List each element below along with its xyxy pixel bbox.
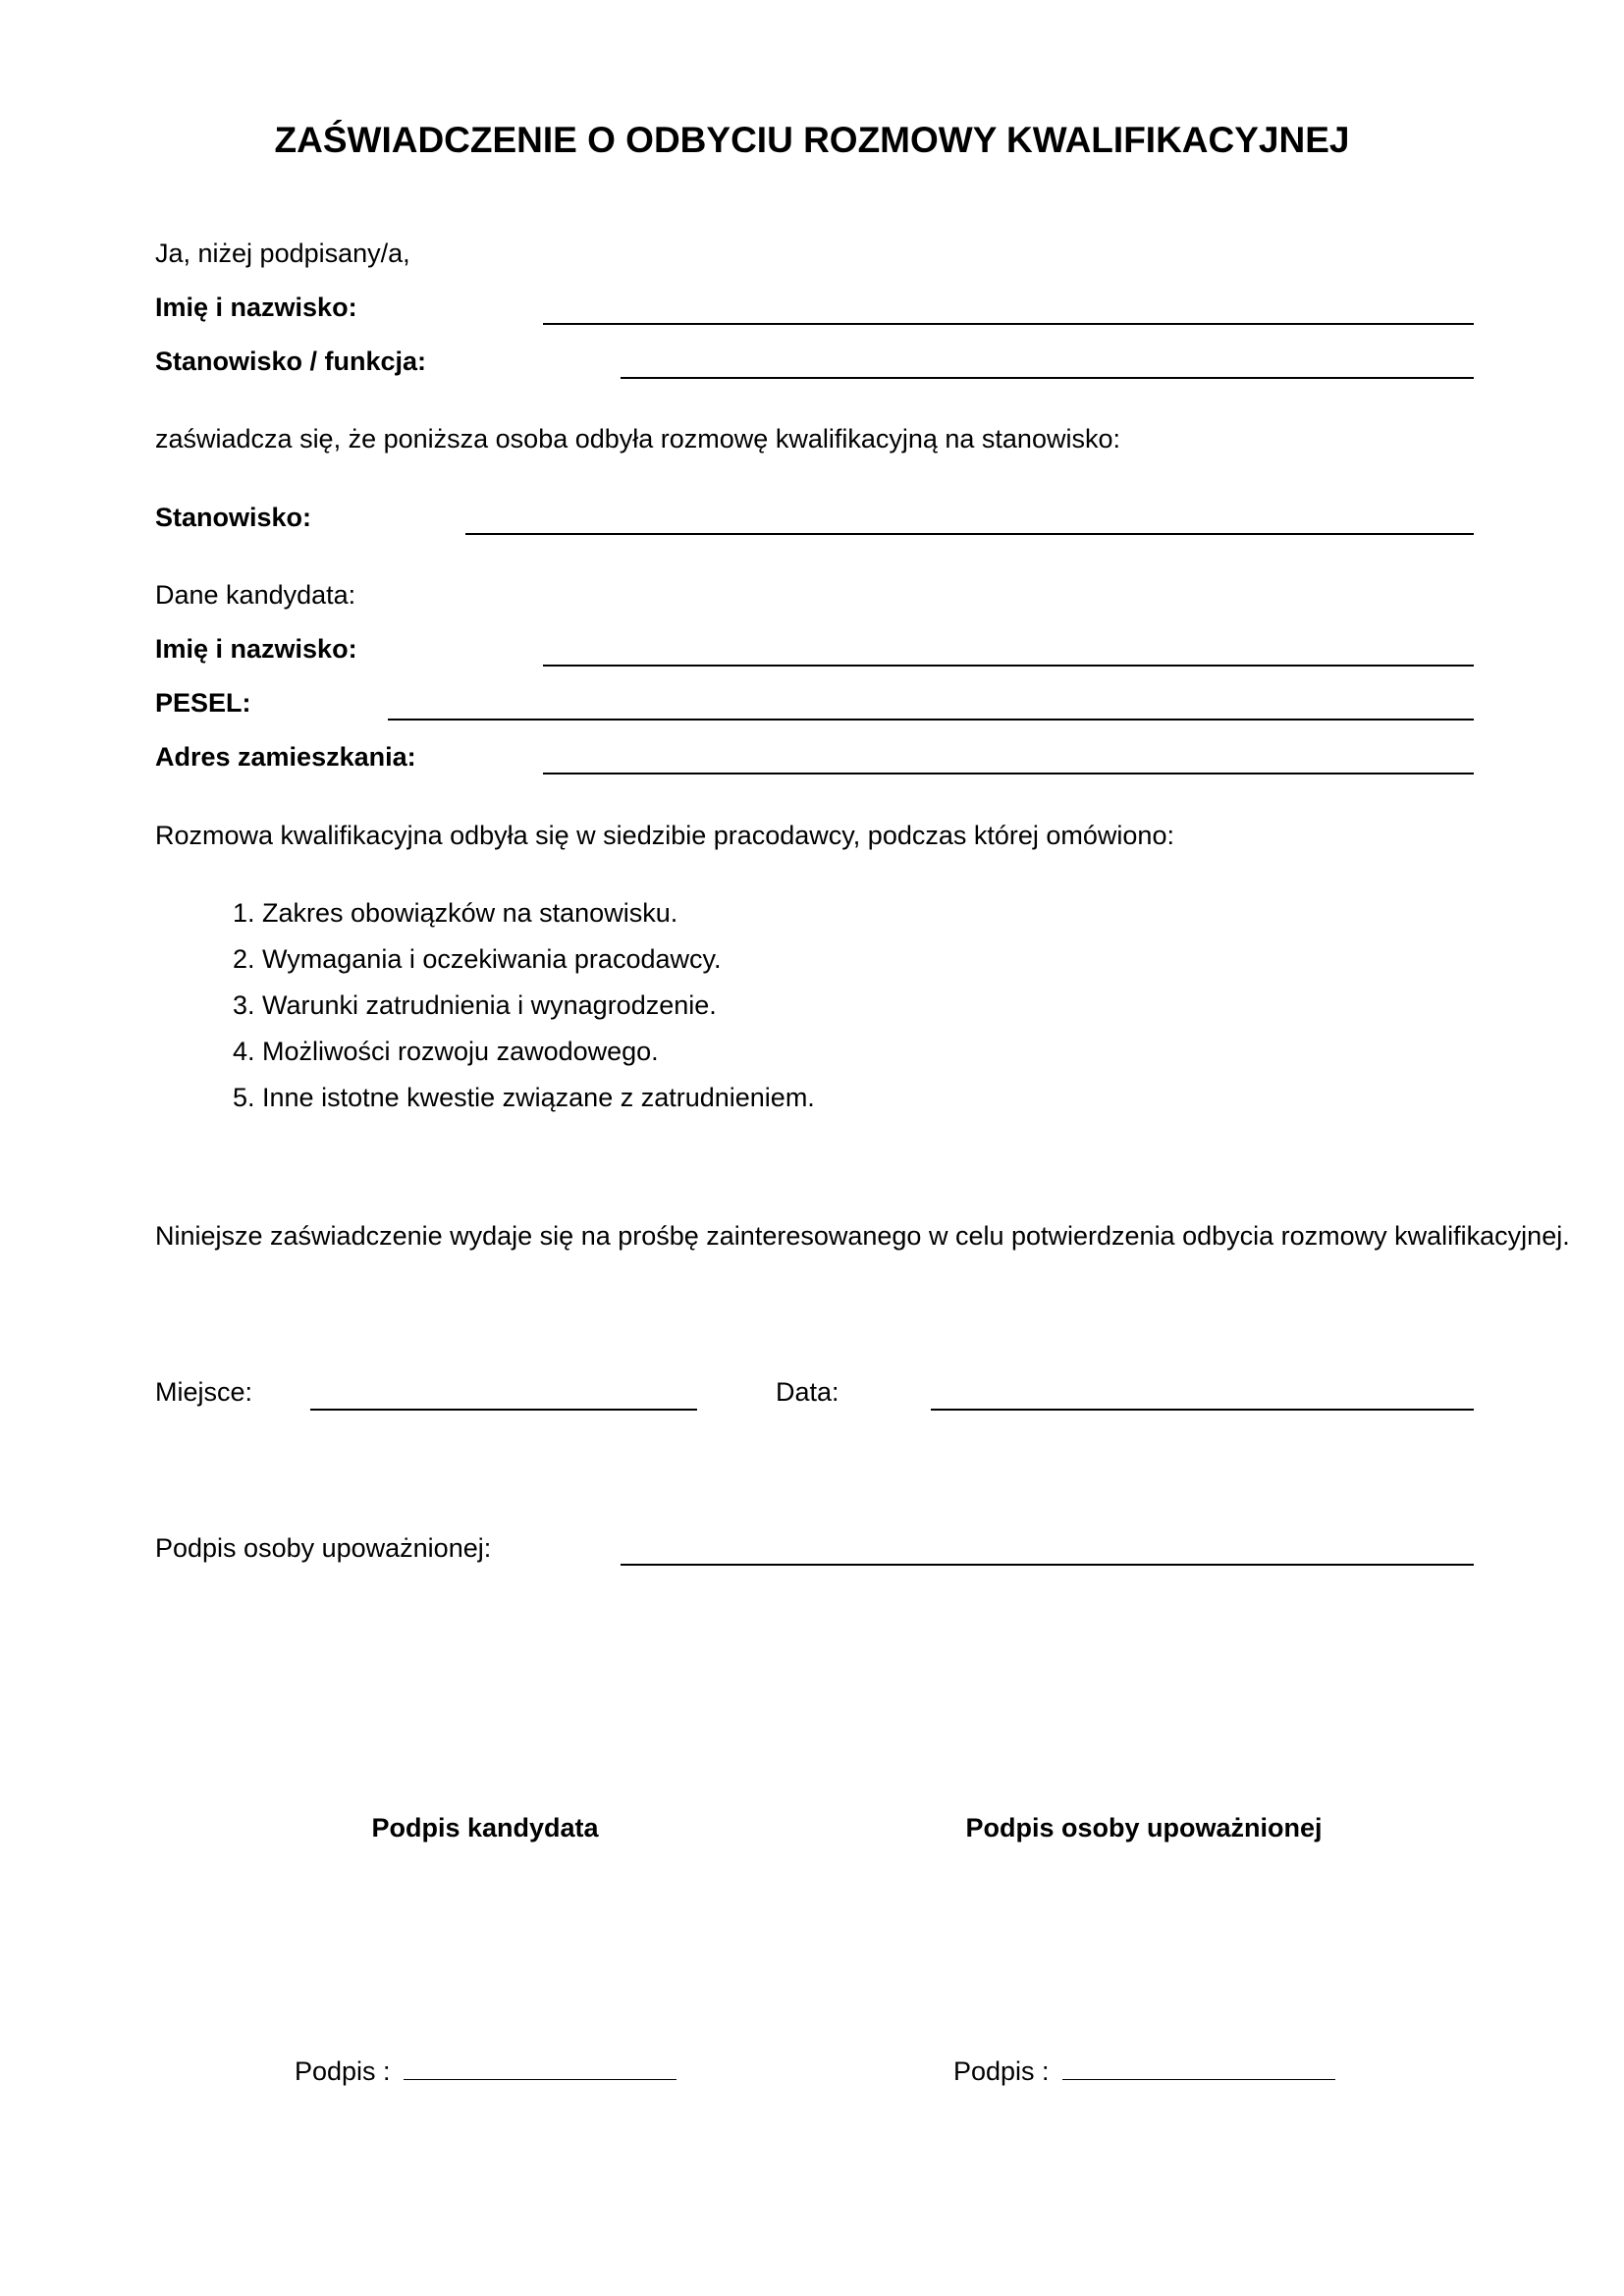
authorized-signature-field[interactable] — [621, 1564, 1474, 1566]
candidate-heading: Dane kandydata: — [155, 580, 356, 610]
candidate-sign-row — [295, 2056, 677, 2087]
date-field[interactable] — [931, 1409, 1474, 1411]
signer-position-field[interactable] — [621, 377, 1474, 379]
date-label: Data: — [776, 1377, 839, 1407]
authorized-signature-caption: Podpis osoby upoważnionej — [965, 1813, 1323, 1842]
topic-item: 5. Inne istotne kwestie związane z zatrudnieniem. — [233, 1083, 815, 1112]
job-position-field[interactable] — [465, 533, 1474, 535]
authorized-signature-label: Podpis osoby upoważnionej: — [155, 1533, 492, 1563]
candidate-signature-caption: Podpis kandydata — [371, 1813, 599, 1842]
job-position-label: Stanowisko: — [155, 503, 312, 532]
candidate-sign-label: Podpis : — [295, 2056, 391, 2086]
interview-text: Rozmowa kwalifikacyjna odbyła się w siedzibie pracodawcy, podczas której omówiono: — [155, 821, 1174, 850]
authorized-sign-field[interactable] — [1062, 2057, 1335, 2080]
authorized-sign-row — [953, 2056, 1335, 2087]
candidate-sign-field[interactable] — [404, 2057, 677, 2080]
candidate-name-field[interactable] — [543, 665, 1474, 667]
topic-item: 4. Możliwości rozwoju zawodowego. — [233, 1037, 659, 1066]
topic-item: 2. Wymagania i oczekiwania pracodawcy. — [233, 944, 722, 974]
authorized-sign-label: Podpis : — [953, 2056, 1050, 2086]
purpose-text: Niniejsze zaświadczenie wydaje się na prośbę zainteresowanego w celu potwierdzenia odbycia rozmowy kwalifikacyjnej. — [155, 1221, 1570, 1251]
place-label: Miejsce: — [155, 1377, 253, 1407]
signer-name-field[interactable] — [543, 323, 1474, 325]
candidate-name-label: Imię i nazwisko: — [155, 634, 357, 664]
signer-position-label: Stanowisko / funkcja: — [155, 347, 427, 376]
candidate-address-field[interactable] — [543, 773, 1474, 774]
candidate-pesel-label: PESEL: — [155, 688, 251, 718]
topic-item: 1. Zakres obowiązków na stanowisku. — [233, 898, 678, 928]
intro-text: Ja, niżej podpisany/a, — [155, 239, 410, 268]
place-field[interactable] — [310, 1409, 697, 1411]
topic-item: 3. Warunki zatrudnienia i wynagrodzenie. — [233, 990, 717, 1020]
candidate-address-label: Adres zamieszkania: — [155, 742, 416, 772]
document-title: ZAŚWIADCZENIE O ODBYCIU ROZMOWY KWALIFIKACYJNEJ — [274, 120, 1350, 160]
signer-name-label: Imię i nazwisko: — [155, 293, 357, 322]
statement-text: zaświadcza się, że poniższa osoba odbyła rozmowę kwalifikacyjną na stanowisko: — [155, 424, 1120, 454]
candidate-pesel-field[interactable] — [388, 719, 1474, 721]
